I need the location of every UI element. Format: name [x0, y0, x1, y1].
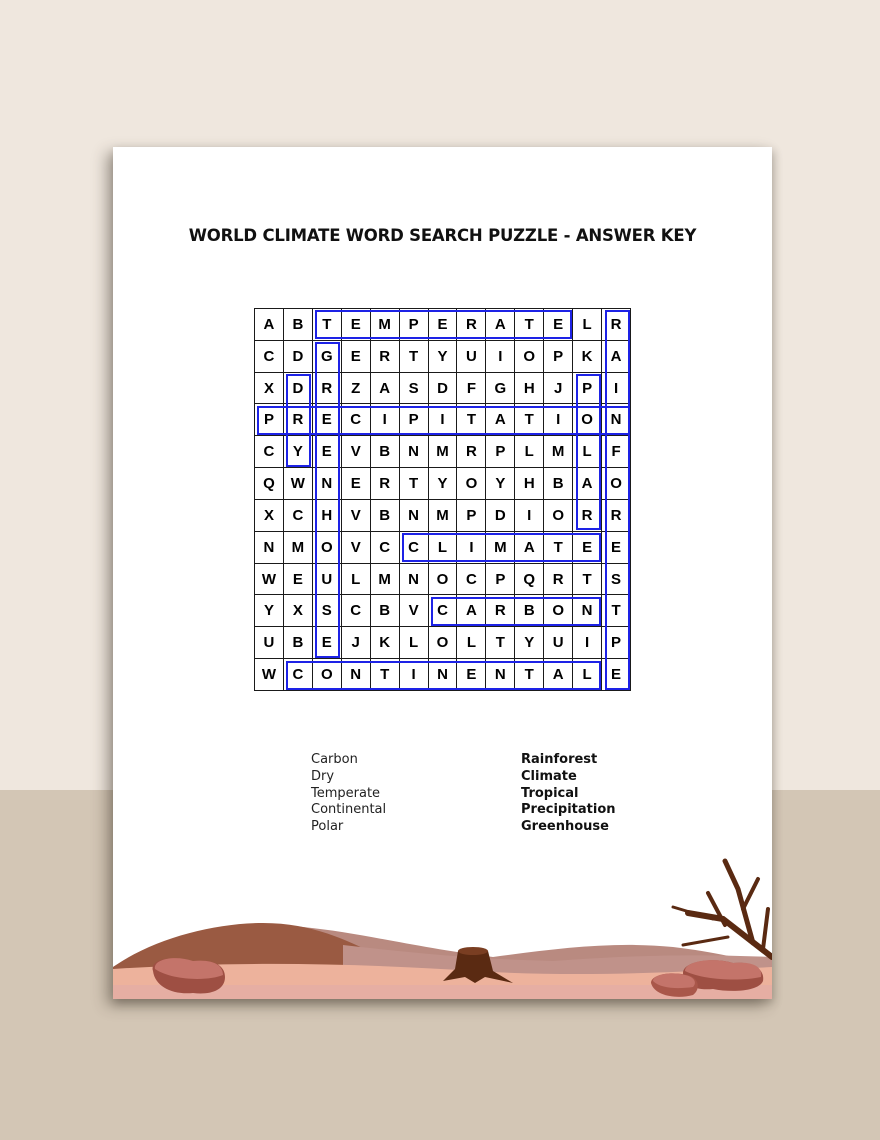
grid-cell: C — [283, 659, 312, 691]
grid-cell: L — [428, 531, 457, 563]
grid-cell: T — [370, 659, 399, 691]
grid-cell: R — [602, 309, 631, 341]
grid-cell: N — [602, 404, 631, 436]
word-list-item: Carbon — [311, 752, 358, 767]
grid-row — [255, 595, 631, 627]
grid-cell: E — [341, 340, 370, 372]
grid-cell: D — [428, 372, 457, 404]
grid-cell: G — [312, 340, 341, 372]
grid-cell: M — [544, 436, 573, 468]
dead-tree-icon — [673, 861, 772, 957]
grid-cell: T — [573, 563, 602, 595]
grid-cell: B — [283, 627, 312, 659]
grid-cell: A — [544, 659, 573, 691]
grid-cell: I — [428, 404, 457, 436]
grid-cell: W — [255, 563, 284, 595]
grid-cell: T — [544, 531, 573, 563]
grid-cell: P — [544, 340, 573, 372]
grid-cell: H — [312, 499, 341, 531]
grid-cell: N — [399, 436, 428, 468]
grid-cell: C — [255, 340, 284, 372]
grid-row — [255, 659, 631, 691]
puzzle-page — [113, 147, 772, 999]
grid-cell: N — [255, 531, 284, 563]
grid-cell: T — [399, 340, 428, 372]
grid-cell: Y — [515, 627, 544, 659]
grid-cell: K — [573, 340, 602, 372]
grid-cell: P — [573, 372, 602, 404]
grid-row — [255, 436, 631, 468]
grid-row — [255, 531, 631, 563]
grid-cell: E — [341, 468, 370, 500]
grid-cell: C — [399, 531, 428, 563]
grid-cell: O — [312, 531, 341, 563]
grid-cell: P — [255, 404, 284, 436]
grid-cell: N — [573, 595, 602, 627]
grid-cell: P — [457, 499, 486, 531]
grid-cell: C — [370, 531, 399, 563]
grid-cell: A — [486, 404, 515, 436]
grid-cell: V — [341, 499, 370, 531]
grid-cell: E — [283, 563, 312, 595]
grid-cell: L — [573, 659, 602, 691]
grid-cell: R — [370, 468, 399, 500]
grid-cell: N — [312, 468, 341, 500]
grid-cell: A — [515, 531, 544, 563]
grid-cell: V — [399, 595, 428, 627]
grid-cell: O — [544, 595, 573, 627]
grid-cell: H — [515, 468, 544, 500]
grid-cell: N — [399, 563, 428, 595]
grid-cell: T — [486, 627, 515, 659]
grid-cell: G — [486, 372, 515, 404]
grid-cell: A — [602, 340, 631, 372]
grid-row — [255, 340, 631, 372]
grid-cell: N — [486, 659, 515, 691]
page-title: WORLD CLIMATE WORD SEARCH PUZZLE - ANSWER KEY — [188, 226, 697, 245]
grid-cell: L — [399, 627, 428, 659]
word-list-item: Greenhouse — [521, 819, 609, 835]
word-list-item: Temperate — [311, 785, 381, 801]
grid-cell: X — [283, 595, 312, 627]
grid-cell: A — [457, 595, 486, 627]
grid-cell: I — [602, 372, 631, 404]
grid-cell: R — [486, 595, 515, 627]
grid-cell: M — [486, 531, 515, 563]
grid-cell: B — [544, 468, 573, 500]
grid-cell: T — [515, 309, 544, 341]
grid-row — [255, 468, 631, 500]
grid-cell: E — [312, 404, 341, 436]
grid-cell: R — [457, 436, 486, 468]
grid-cell: A — [255, 309, 284, 341]
letter-grid — [254, 308, 631, 691]
word-list-item: Precipitation — [521, 802, 616, 818]
grid-cell: C — [341, 404, 370, 436]
grid-cell: Q — [255, 468, 284, 500]
grid-cell: L — [341, 563, 370, 595]
grid-cell: B — [370, 436, 399, 468]
grid-cell: E — [573, 531, 602, 563]
grid-cell: U — [544, 627, 573, 659]
grid-cell: A — [486, 309, 515, 341]
grid-row — [255, 372, 631, 404]
grid-cell: V — [341, 436, 370, 468]
grid-cell: Q — [515, 563, 544, 595]
grid-cell: S — [312, 595, 341, 627]
grid-cell: S — [399, 372, 428, 404]
grid-cell: Z — [341, 372, 370, 404]
grid-cell: A — [370, 372, 399, 404]
grid-cell: V — [341, 531, 370, 563]
grid-cell: B — [370, 499, 399, 531]
word-list-item: Climate — [521, 768, 577, 784]
grid-row — [255, 499, 631, 531]
grid-cell: O — [428, 627, 457, 659]
grid-cell: A — [573, 468, 602, 500]
grid-cell: D — [283, 372, 312, 404]
grid-cell: Y — [486, 468, 515, 500]
grid-cell: Y — [283, 436, 312, 468]
grid-cell: P — [602, 627, 631, 659]
grid-cell: R — [312, 372, 341, 404]
grid-cell: M — [283, 531, 312, 563]
word-list-item: Rainforest — [521, 752, 598, 767]
grid-cell: R — [573, 499, 602, 531]
grid-cell: R — [370, 340, 399, 372]
grid-cell: C — [255, 436, 284, 468]
grid-cell: X — [255, 372, 284, 404]
grid-cell: E — [312, 627, 341, 659]
grid-cell: T — [399, 468, 428, 500]
grid-cell: N — [341, 659, 370, 691]
grid-cell: T — [602, 595, 631, 627]
grid-cell: N — [428, 659, 457, 691]
grid-cell: X — [255, 499, 284, 531]
grid-cell: R — [283, 404, 312, 436]
grid-cell: L — [573, 309, 602, 341]
grid-cell: E — [428, 309, 457, 341]
grid-cell: Y — [428, 468, 457, 500]
grid-row — [255, 563, 631, 595]
grid-cell: B — [370, 595, 399, 627]
grid-cell: C — [428, 595, 457, 627]
grid-cell: J — [341, 627, 370, 659]
grid-cell: P — [486, 563, 515, 595]
grid-cell: E — [312, 436, 341, 468]
grid-cell: U — [457, 340, 486, 372]
word-list-item: Tropical — [521, 785, 579, 801]
word-list-item: Continental — [311, 802, 387, 818]
grid-cell: E — [341, 309, 370, 341]
grid-cell: I — [544, 404, 573, 436]
grid-cell: E — [602, 531, 631, 563]
word-list-left — [311, 752, 386, 836]
grid-cell: F — [602, 436, 631, 468]
word-list-right — [521, 752, 616, 836]
grid-cell: P — [399, 404, 428, 436]
grid-cell: E — [602, 659, 631, 691]
grid-cell: W — [255, 659, 284, 691]
grid-cell: O — [457, 468, 486, 500]
grid-cell: I — [573, 627, 602, 659]
grid-row — [255, 404, 631, 436]
grid-cell: E — [544, 309, 573, 341]
grid-cell: O — [573, 404, 602, 436]
grid-cell: P — [486, 436, 515, 468]
desert-landscape-illustration — [113, 849, 772, 999]
grid-cell: N — [399, 499, 428, 531]
grid-cell: I — [486, 340, 515, 372]
grid-cell: W — [283, 468, 312, 500]
grid-cell: S — [602, 563, 631, 595]
grid-cell: I — [370, 404, 399, 436]
grid-cell: M — [428, 436, 457, 468]
grid-cell: I — [457, 531, 486, 563]
word-list-item: Polar — [311, 819, 344, 835]
grid-cell: I — [399, 659, 428, 691]
grid-cell: K — [370, 627, 399, 659]
word-list-item: Dry — [311, 768, 335, 784]
grid-cell: R — [457, 309, 486, 341]
grid-cell: H — [515, 372, 544, 404]
grid-cell: C — [457, 563, 486, 595]
grid-cell: P — [399, 309, 428, 341]
grid-cell: U — [312, 563, 341, 595]
grid-cell: R — [544, 563, 573, 595]
grid-cell: M — [428, 499, 457, 531]
grid-row — [255, 627, 631, 659]
word-search-grid — [254, 308, 631, 691]
grid-cell: I — [515, 499, 544, 531]
grid-row — [255, 309, 631, 341]
grid-cell: E — [457, 659, 486, 691]
grid-cell: O — [544, 499, 573, 531]
grid-cell: Y — [428, 340, 457, 372]
grid-cell: L — [515, 436, 544, 468]
grid-cell: O — [428, 563, 457, 595]
grid-cell: D — [283, 340, 312, 372]
grid-cell: U — [255, 627, 284, 659]
grid-cell: T — [515, 659, 544, 691]
grid-cell: T — [457, 404, 486, 436]
grid-cell: C — [341, 595, 370, 627]
grid-cell: M — [370, 309, 399, 341]
grid-cell: F — [457, 372, 486, 404]
grid-cell: O — [515, 340, 544, 372]
grid-cell: C — [283, 499, 312, 531]
grid-cell: O — [602, 468, 631, 500]
grid-cell: L — [457, 627, 486, 659]
grid-cell: B — [283, 309, 312, 341]
grid-cell: O — [312, 659, 341, 691]
grid-cell: T — [515, 404, 544, 436]
grid-cell: J — [544, 372, 573, 404]
grid-cell: T — [312, 309, 341, 341]
grid-cell: Y — [255, 595, 284, 627]
grid-cell: D — [486, 499, 515, 531]
grid-cell: M — [370, 563, 399, 595]
grid-cell: R — [602, 499, 631, 531]
grid-cell: B — [515, 595, 544, 627]
grid-cell: L — [573, 436, 602, 468]
